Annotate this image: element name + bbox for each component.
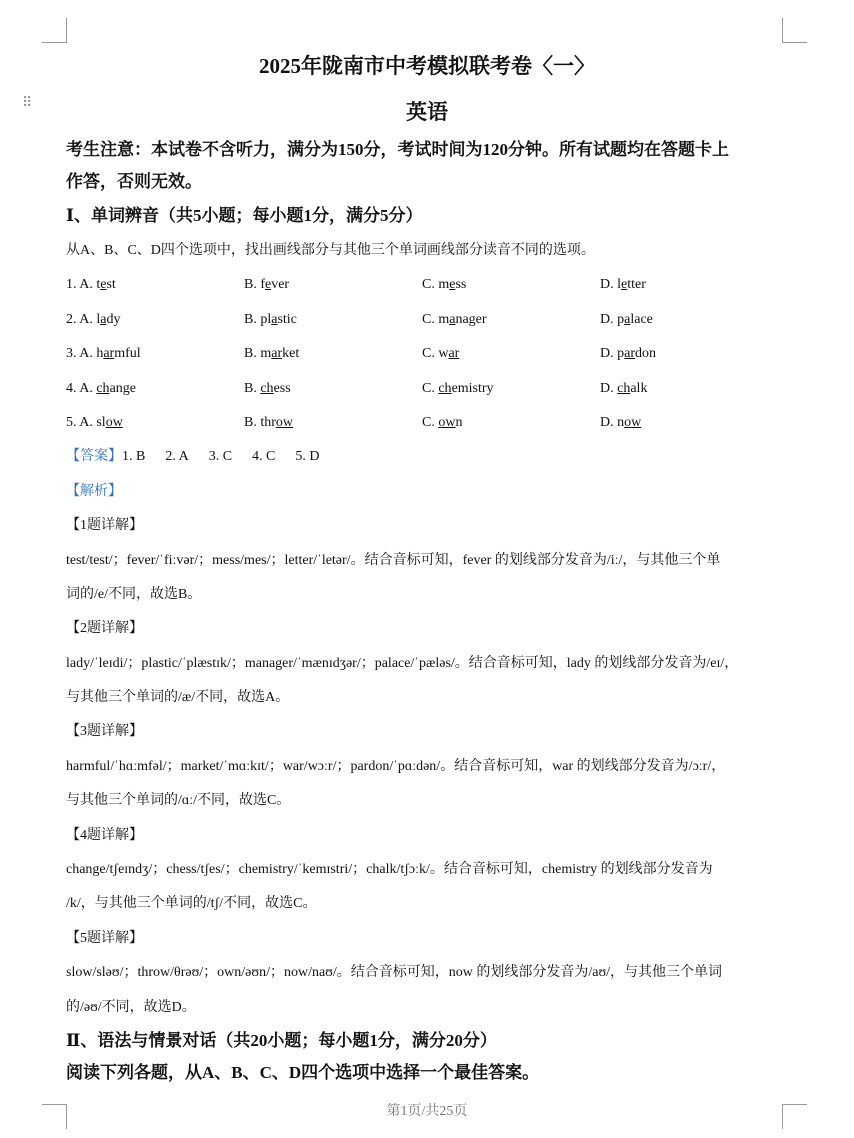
option: C. chemistry <box>422 380 494 396</box>
detail-heading: 【3题详解】 <box>66 724 143 740</box>
question-row <box>66 406 786 440</box>
option: B. chess <box>244 380 291 396</box>
underlined-part: a <box>449 311 456 327</box>
option: B. throw <box>244 414 294 430</box>
option: C. own <box>422 414 463 430</box>
underlined-part: ch <box>617 380 631 396</box>
option: D. palace <box>600 311 653 327</box>
question-row <box>66 337 786 371</box>
option: D. chalk <box>600 380 648 396</box>
underlined-part: e <box>100 277 107 293</box>
underlined-part: a <box>624 311 631 327</box>
detail-text: /k/，与其他三个单词的/tʃ/不同，故选C。 <box>66 896 317 912</box>
answer-line <box>66 440 786 474</box>
detail-text: harmful/ˈhɑːmfəl/；market/ˈmɑːkɪt/；war/wɔːr/；pardon/ˈpɑːdən/。结合音标可知，war 的划线部分发音为/ɔːr/， <box>66 758 726 774</box>
option: 4. A. change <box>66 380 136 396</box>
underlined-part: a <box>271 311 278 327</box>
document-subject: 英语 <box>406 100 448 124</box>
underlined-part: ow <box>624 414 642 430</box>
underlined-part: ch <box>96 380 110 396</box>
option: B. plastic <box>244 311 297 327</box>
section-heading: Ⅱ、语法与情景对话（共20小题；每小题1分，满分20分） <box>66 1030 497 1050</box>
document-title: 2025年陇南市中考模拟联考卷〈一〉 <box>259 54 595 78</box>
document-body <box>66 134 786 1089</box>
underlined-part: ar <box>271 346 283 362</box>
detail-heading: 【2题详解】 <box>66 621 143 637</box>
question-row <box>66 372 786 406</box>
detail-heading: 【1题详解】 <box>66 518 143 534</box>
option: 5. A. slow <box>66 414 123 430</box>
answer-label: 【答案】 <box>66 449 122 465</box>
question-row <box>66 303 786 337</box>
option: B. market <box>244 346 300 362</box>
option: D. now <box>600 414 642 430</box>
section-instruction: 阅读下列各题，从A、B、C、D四个选项中选择一个最佳答案。 <box>66 1062 540 1082</box>
option: C. war <box>422 346 460 362</box>
option: 3. A. harmful <box>66 346 141 362</box>
detail-text: 词的/e/不同，故选B。 <box>66 586 202 602</box>
underlined-part: a <box>100 311 107 327</box>
question-row <box>66 268 786 302</box>
underlined-part: ow <box>105 414 123 430</box>
underlined-part: ch <box>260 380 274 396</box>
page-footer: 第1页/共25页 <box>386 1104 468 1119</box>
option: D. letter <box>600 277 646 293</box>
underlined-part: e <box>449 277 456 293</box>
answer-item: 1. B <box>122 449 146 465</box>
option: 1. A. test <box>66 277 116 293</box>
answer-item: 3. C <box>208 449 233 465</box>
detail-heading: 【5题详解】 <box>66 930 143 946</box>
answer-item: 5. D <box>295 449 320 465</box>
option: C. manager <box>422 311 487 327</box>
underlined-part: ow <box>275 414 294 430</box>
detail-text: 的/əʊ/不同，故选D。 <box>66 999 196 1015</box>
section-heading: Ⅰ、单词辨音（共5小题；每小题1分，满分5分） <box>66 206 423 225</box>
detail-text: slow/sləʊ/；throw/θrəʊ/；own/əʊn/；now/naʊ/。结合音标可知，now 的划线部分发音为/aʊ/，与其他三个单词 <box>66 965 723 981</box>
option: C. mess <box>422 277 467 293</box>
detail-text: test/test/；fever/ˈfiːvər/；mess/mes/；letter/ˈletər/。结合音标可知，fever 的划线部分发音为/iː/，与其他三个单 <box>66 552 721 568</box>
underlined-part: ar <box>448 346 460 362</box>
page-corner-mark <box>782 18 807 43</box>
detail-text: lady/ˈleɪdi/；plastic/ˈplæstɪk/；manager/ˈmænɪdʒər/；palace/ˈpæləs/。结合音标可知，lady 的划线部分发音为/eɪ/， <box>66 655 739 671</box>
option: 2. A. lady <box>66 311 121 327</box>
notice-line: 考生注意：本试卷不含听力，满分为150分，考试时间为120分钟。所有试题均在答题卡上 <box>66 140 729 159</box>
answer-item: 2. A <box>165 449 189 465</box>
drag-handle-icon[interactable]: ⠿ <box>22 96 31 111</box>
underlined-part: ow <box>438 414 456 430</box>
analysis-label: 【解析】 <box>66 483 122 499</box>
detail-heading: 【4题详解】 <box>66 827 143 843</box>
detail-text: 与其他三个单词的/ɑː/不同，故选C。 <box>66 793 291 809</box>
option: B. fever <box>244 277 290 293</box>
detail-text: 与其他三个单词的/æ/不同，故选A。 <box>66 690 290 706</box>
underlined-part: ar <box>103 346 115 362</box>
section-instruction: 从A、B、C、D四个选项中，找出画线部分与其他三个单词画线部分读音不同的选项。 <box>66 243 595 258</box>
underlined-part: ar <box>624 346 636 362</box>
underlined-part: e <box>265 277 272 293</box>
detail-text: change/tʃeɪndʒ/；chess/tʃes/；chemistry/ˈkemɪstri/；chalk/tʃɔːk/。结合音标可知，chemistry 的划线部分发音为 <box>66 862 713 878</box>
underlined-part: e <box>621 277 628 293</box>
answer-item: 4. C <box>252 449 276 465</box>
page-corner-mark <box>42 18 67 43</box>
underlined-part: ch <box>438 380 452 396</box>
notice-line: 作答，否则无效。 <box>66 172 202 191</box>
option: D. pardon <box>600 346 657 362</box>
